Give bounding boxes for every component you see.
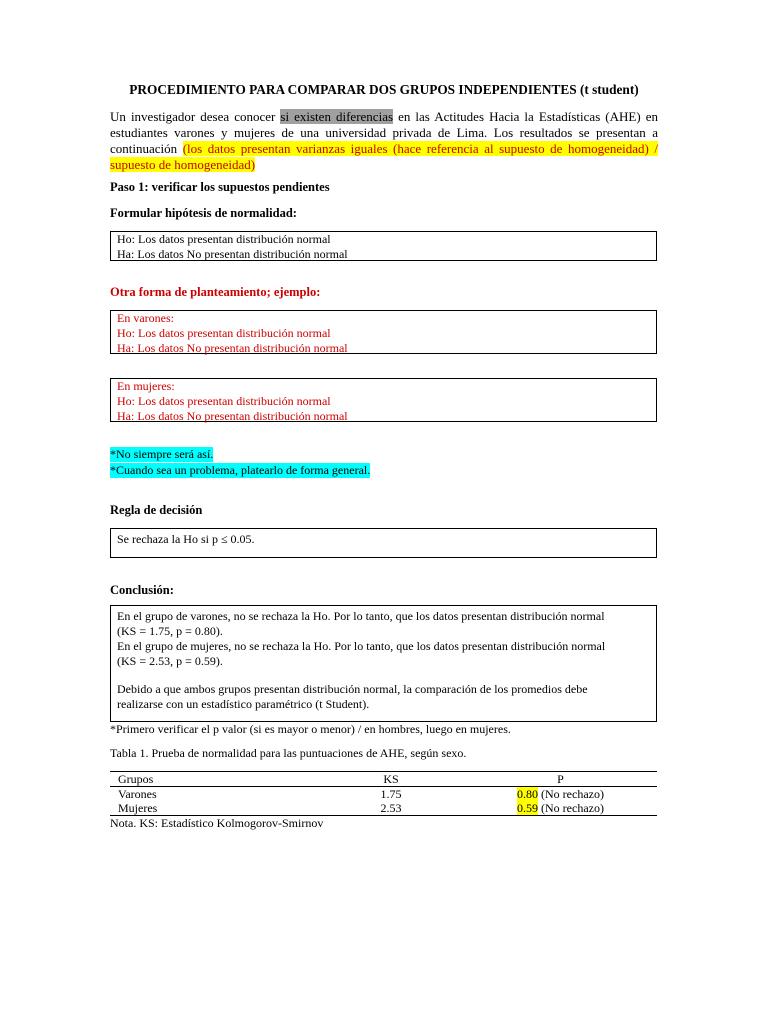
hypothesis-box [110, 231, 657, 261]
intro-highlight-gray: si existen diferencias [280, 109, 394, 124]
mujeres-ha: Ha: Los datos No presentan distribución normal [117, 409, 348, 423]
normality-heading: Formular hipótesis de normalidad: [110, 206, 297, 220]
header-grupos: Grupos [110, 772, 318, 787]
conclusion-line-5: Debido a que ambos grupos presentan distribución normal, la comparación de los promedios debe [117, 682, 588, 696]
ha-text: Ha: Los datos No presentan distribución normal [117, 247, 348, 261]
intro-highlight-yellow: (los datos presentan varianzas iguales (hace referencia al supuesto de homogeneidad) / supuesto de homogeneidad) [110, 141, 658, 172]
conclusion-line-4: (KS = 2.53, p = 0.59). [117, 654, 223, 668]
normality-table [110, 771, 657, 816]
alt-heading: Otra forma de planteamiento; ejemplo: [110, 285, 321, 299]
table-row [110, 801, 657, 816]
varones-ha: Ha: Los datos No presentan distribución normal [117, 341, 348, 355]
conclusion-box [110, 605, 657, 722]
row-p: 0.80 (No rechazo) [517, 787, 604, 801]
row-ks: 1.75 [380, 787, 402, 801]
conclusion-heading: Conclusión: [110, 583, 174, 597]
note-1: *No siempre será así. [110, 447, 214, 461]
header-ks: KS [318, 772, 456, 787]
intro-text-2: en las Actitudes Hacia la Estadísticas (AHE) en estudiantes varones y mujeres de una universidad privada de Lima. Los resultados se presentan a continuación [110, 109, 659, 156]
conclusion-line-3: En el grupo de mujeres, no se rechaza la Ho. Por lo tanto, que los datos presentan distribución normal [117, 639, 606, 653]
row-p: 0.59 (No rechazo) [456, 801, 657, 816]
note-2: *Cuando sea un problema, platearlo de forma general. [110, 463, 371, 477]
row-ks: 2.53 [318, 801, 456, 816]
varones-label: En varones: [117, 311, 174, 325]
varones-box [110, 310, 657, 354]
varones-ho: Ho: Los datos presentan distribución normal [117, 326, 331, 340]
mujeres-box [110, 378, 657, 422]
mujeres-ho: Ho: Los datos presentan distribución normal [117, 394, 331, 408]
mujeres-label: En mujeres: [117, 379, 175, 393]
conclusion-line-2: (KS = 1.75, p = 0.80). [117, 624, 223, 638]
rule-box [110, 528, 657, 558]
header-p: P [456, 772, 657, 787]
intro-text-1: Un investigador desea conocer [110, 109, 281, 124]
conclusion-spacer [117, 669, 650, 682]
row-group: Varones [118, 787, 157, 801]
intro-paragraph [110, 109, 658, 173]
conclusion-line-6: realizarse con un estadístico paramétrico (t Student). [117, 697, 370, 711]
rule-text: Se rechaza la Ho si p ≤ 0.05. [117, 532, 255, 546]
rule-heading: Regla de decisión [110, 503, 203, 517]
row-group: Mujeres [110, 801, 318, 816]
ho-text: Ho: Los datos presentan distribución normal [117, 232, 331, 246]
conclusion-line-1: En el grupo de varones, no se rechaza la Ho. Por lo tanto, que los datos presentan distribución normal [117, 609, 605, 623]
table-footnote: Nota. KS: Estadístico Kolmogorov-Smirnov [110, 816, 324, 830]
verify-note: *Primero verificar el p valor (si es mayor o menor) / en hombres, luego en mujeres. [110, 722, 511, 736]
table-row [110, 787, 657, 802]
step1-heading: Paso 1: verificar los supuestos pendientes [110, 180, 330, 194]
table-caption: Tabla 1. Prueba de normalidad para las puntuaciones de AHE, según sexo. [110, 746, 467, 760]
page-title: PROCEDIMIENTO PARA COMPARAR DOS GRUPOS INDEPENDIENTES (t student) [129, 82, 639, 97]
table-header-row [110, 772, 657, 787]
